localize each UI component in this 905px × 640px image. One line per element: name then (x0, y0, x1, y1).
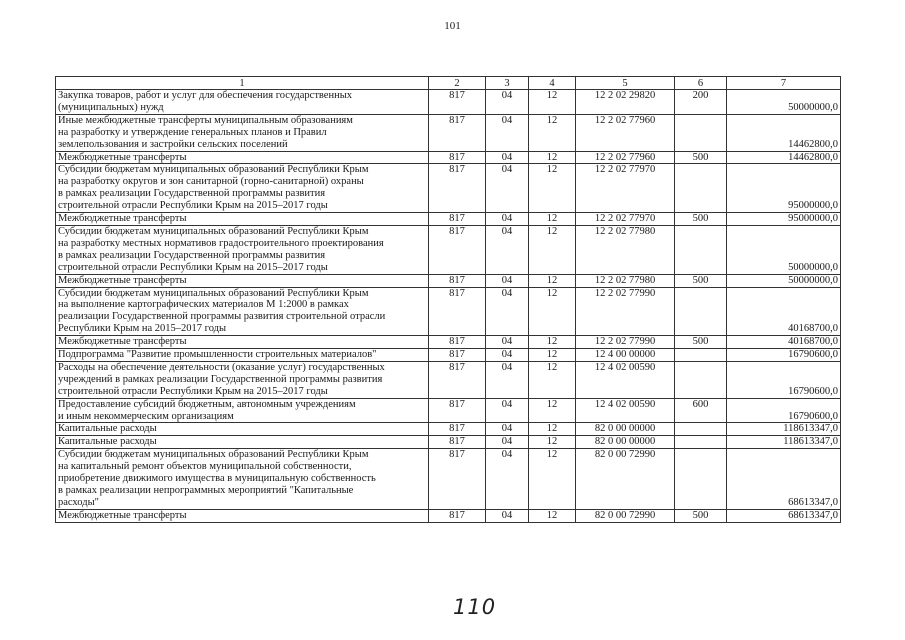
row-code-4-cell: 12 (529, 361, 576, 398)
row-code-4-cell: 12 (529, 164, 576, 213)
row-code-6-cell: 500 (675, 151, 727, 164)
table-row (56, 336, 841, 349)
row-name-cell: Капитальные расходы (56, 423, 429, 436)
row-code-6-cell (675, 423, 727, 436)
row-sum-cell: 16790600,0 (727, 398, 841, 423)
row-code-5-cell: 12 2 02 77970 (576, 213, 675, 226)
row-code-2-cell: 817 (429, 114, 486, 151)
row-name-cell: Предоставление субсидий бюджетным, автономным учреждениям и иным некоммерческим организациям (56, 398, 429, 423)
row-sum-cell: 118613347,0 (727, 423, 841, 436)
table-row (56, 436, 841, 449)
row-code-2-cell: 817 (429, 213, 486, 226)
row-code-6-cell (675, 164, 727, 213)
row-code-4-cell: 12 (529, 114, 576, 151)
row-code-2-cell: 817 (429, 436, 486, 449)
row-sum-cell: 50000000,0 (727, 225, 841, 274)
header-cell-2: 2 (429, 77, 486, 90)
row-code-3-cell: 04 (486, 349, 529, 362)
row-sum-cell: 14462800,0 (727, 151, 841, 164)
row-code-4-cell: 12 (529, 90, 576, 115)
row-sum-cell: 16790600,0 (727, 361, 841, 398)
row-code-5-cell: 12 2 02 77990 (576, 287, 675, 336)
row-code-2-cell: 817 (429, 90, 486, 115)
table-row (56, 287, 841, 336)
row-code-5-cell: 12 2 02 77960 (576, 151, 675, 164)
row-code-2-cell: 817 (429, 449, 486, 510)
row-code-6-cell (675, 361, 727, 398)
row-sum-cell: 40168700,0 (727, 287, 841, 336)
row-name-cell: Капитальные расходы (56, 436, 429, 449)
row-name-cell: Расходы на обеспечение деятельности (оказание услуг) государственных учреждений в рамках реализации Государственной программы развития строительной отрасли Республики Крым на 2015–2017 годы (56, 361, 429, 398)
page-number: 101 (444, 20, 461, 32)
row-code-2-cell: 817 (429, 287, 486, 336)
row-code-3-cell: 04 (486, 423, 529, 436)
row-name-cell: Субсидии бюджетам муниципальных образований Республики Крым на выполнение картографических материалов М 1:2000 в рамках реализации Государственной программы развития строительной отрасли Республики Крым на 2015–2017 годы (56, 287, 429, 336)
row-name-cell: Межбюджетные трансферты (56, 274, 429, 287)
row-code-2-cell: 817 (429, 225, 486, 274)
table-row (56, 213, 841, 226)
row-code-2-cell: 817 (429, 509, 486, 522)
row-code-3-cell: 04 (486, 509, 529, 522)
row-code-6-cell: 500 (675, 336, 727, 349)
row-code-4-cell: 12 (529, 398, 576, 423)
row-code-4-cell: 12 (529, 151, 576, 164)
row-code-5-cell: 12 4 02 00590 (576, 398, 675, 423)
header-cell-6: 6 (675, 77, 727, 90)
row-code-5-cell: 12 2 02 77980 (576, 274, 675, 287)
row-sum-cell: 50000000,0 (727, 274, 841, 287)
row-name-cell: Межбюджетные трансферты (56, 336, 429, 349)
row-code-5-cell: 12 4 00 00000 (576, 349, 675, 362)
row-code-4-cell: 12 (529, 336, 576, 349)
table-row (56, 449, 841, 510)
row-sum-cell: 95000000,0 (727, 213, 841, 226)
row-sum-cell: 118613347,0 (727, 436, 841, 449)
row-code-5-cell: 82 0 00 00000 (576, 436, 675, 449)
row-code-3-cell: 04 (486, 90, 529, 115)
row-code-6-cell: 200 (675, 90, 727, 115)
row-code-6-cell (675, 225, 727, 274)
row-code-2-cell: 817 (429, 164, 486, 213)
row-sum-cell: 16790600,0 (727, 349, 841, 362)
row-code-3-cell: 04 (486, 164, 529, 213)
row-code-6-cell: 500 (675, 274, 727, 287)
handwritten-page-number: 110 (453, 595, 497, 619)
row-code-6-cell: 500 (675, 509, 727, 522)
row-name-cell: Закупка товаров, работ и услуг для обеспечения государственных (муниципальных) нужд (56, 90, 429, 115)
table-row (56, 361, 841, 398)
row-code-2-cell: 817 (429, 398, 486, 423)
row-code-2-cell: 817 (429, 151, 486, 164)
row-code-4-cell: 12 (529, 509, 576, 522)
row-code-4-cell: 12 (529, 287, 576, 336)
row-code-4-cell: 12 (529, 225, 576, 274)
row-code-3-cell: 04 (486, 436, 529, 449)
header-row (56, 77, 841, 90)
row-code-5-cell: 12 2 02 29820 (576, 90, 675, 115)
table-row (56, 164, 841, 213)
row-code-4-cell: 12 (529, 349, 576, 362)
row-name-cell: Иные межбюджетные трансферты муниципальным образованиям на разработку и утверждение генеральных планов и Правил землепользования и застройки сельских поселений (56, 114, 429, 151)
header-cell-7: 7 (727, 77, 841, 90)
table-row (56, 349, 841, 362)
row-code-5-cell: 82 0 00 72990 (576, 509, 675, 522)
row-name-cell: Субсидии бюджетам муниципальных образований Республики Крым на разработку местных нормативов градостроительного проектирования в рамках реализации Государственной программы развития строительной отрасли Республики Крым на 2015–2017 годы (56, 225, 429, 274)
table-row (56, 423, 841, 436)
row-name-cell: Межбюджетные трансферты (56, 509, 429, 522)
row-code-2-cell: 817 (429, 423, 486, 436)
table-row (56, 225, 841, 274)
row-code-5-cell: 12 2 02 77960 (576, 114, 675, 151)
row-code-6-cell (675, 287, 727, 336)
header-cell-4: 4 (529, 77, 576, 90)
row-sum-cell: 40168700,0 (727, 336, 841, 349)
table-row (56, 151, 841, 164)
row-code-6-cell (675, 349, 727, 362)
row-code-3-cell: 04 (486, 274, 529, 287)
row-name-cell: Субсидии бюджетам муниципальных образований Республики Крым на капитальный ремонт объектов муниципальной собственности, приобретение движимого имущества в муниципальную собственность в рамках реализации непрограммных мероприятий "Капитальные расходы" (56, 449, 429, 510)
row-code-5-cell: 12 2 02 77990 (576, 336, 675, 349)
row-code-6-cell: 600 (675, 398, 727, 423)
row-name-cell: Межбюджетные трансферты (56, 213, 429, 226)
row-code-3-cell: 04 (486, 361, 529, 398)
row-code-3-cell: 04 (486, 213, 529, 226)
row-sum-cell: 68613347,0 (727, 449, 841, 510)
row-sum-cell: 50000000,0 (727, 90, 841, 115)
table-row (56, 274, 841, 287)
row-code-6-cell (675, 449, 727, 510)
row-sum-cell: 14462800,0 (727, 114, 841, 151)
row-code-5-cell: 12 4 02 00590 (576, 361, 675, 398)
row-code-3-cell: 04 (486, 287, 529, 336)
table-row (56, 398, 841, 423)
row-code-5-cell: 82 0 00 72990 (576, 449, 675, 510)
row-code-6-cell (675, 114, 727, 151)
row-sum-cell: 95000000,0 (727, 164, 841, 213)
row-code-6-cell: 500 (675, 213, 727, 226)
row-code-3-cell: 04 (486, 398, 529, 423)
row-code-4-cell: 12 (529, 423, 576, 436)
row-code-3-cell: 04 (486, 225, 529, 274)
header-cell-5: 5 (576, 77, 675, 90)
table-row (56, 90, 841, 115)
row-code-2-cell: 817 (429, 336, 486, 349)
budget-table (55, 76, 841, 523)
row-code-5-cell: 12 2 02 77970 (576, 164, 675, 213)
table-row (56, 509, 841, 522)
row-code-4-cell: 12 (529, 449, 576, 510)
row-code-3-cell: 04 (486, 336, 529, 349)
row-name-cell: Подпрограмма "Развитие промышленности строительных материалов" (56, 349, 429, 362)
row-code-4-cell: 12 (529, 213, 576, 226)
row-code-3-cell: 04 (486, 151, 529, 164)
row-code-4-cell: 12 (529, 274, 576, 287)
row-code-3-cell: 04 (486, 449, 529, 510)
row-code-5-cell: 12 2 02 77980 (576, 225, 675, 274)
row-name-cell: Субсидии бюджетам муниципальных образований Республики Крым на разработку округов и зон санитарной (горно-санитарной) охраны в рамках реализации Государственной программы развития строительной отрасли Республики Крым на 2015–2017 годы (56, 164, 429, 213)
row-name-cell: Межбюджетные трансферты (56, 151, 429, 164)
row-sum-cell: 68613347,0 (727, 509, 841, 522)
header-cell-1: 1 (56, 77, 429, 90)
row-code-2-cell: 817 (429, 274, 486, 287)
row-code-6-cell (675, 436, 727, 449)
row-code-2-cell: 817 (429, 349, 486, 362)
row-code-5-cell: 82 0 00 00000 (576, 423, 675, 436)
row-code-2-cell: 817 (429, 361, 486, 398)
row-code-3-cell: 04 (486, 114, 529, 151)
table-row (56, 114, 841, 151)
header-cell-3: 3 (486, 77, 529, 90)
row-code-4-cell: 12 (529, 436, 576, 449)
